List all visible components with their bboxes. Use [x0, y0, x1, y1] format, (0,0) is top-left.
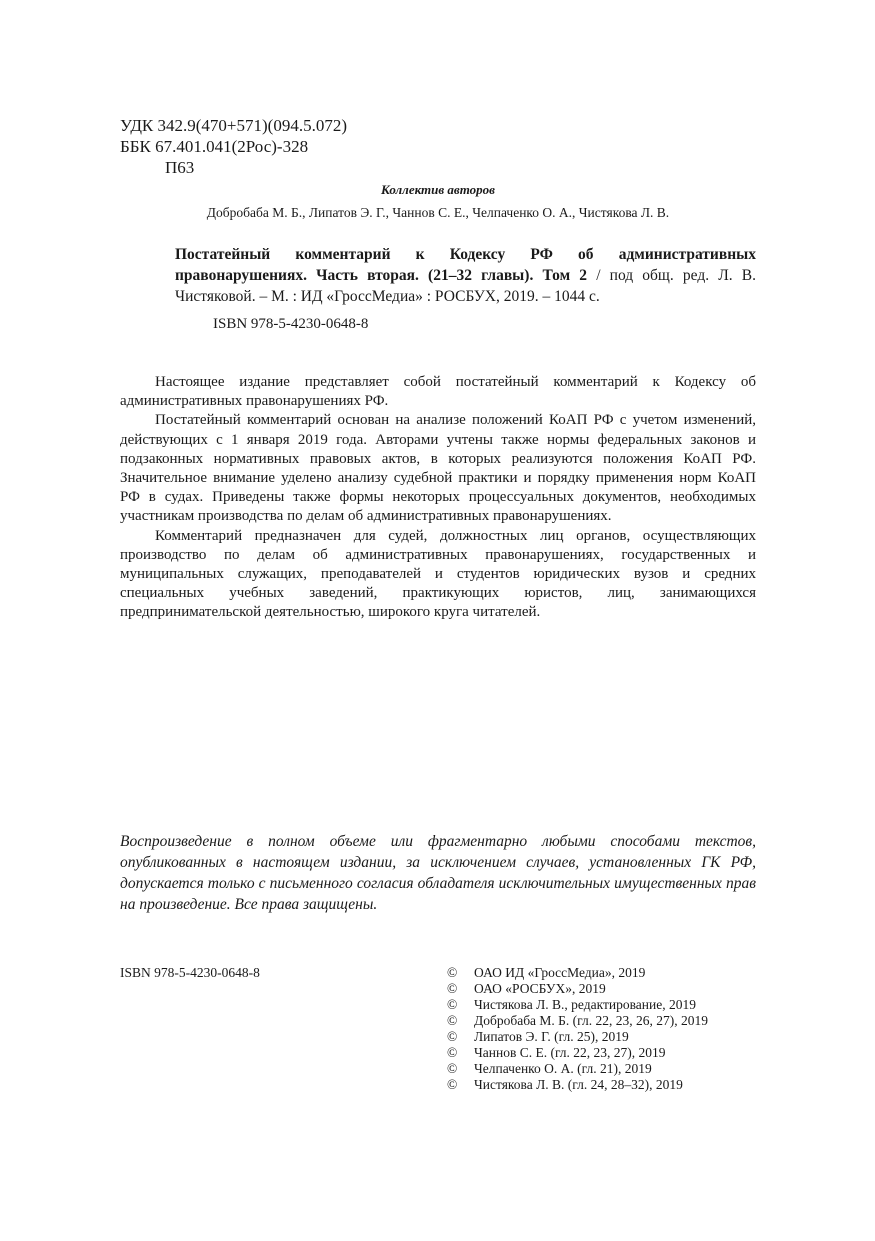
bibliographic-details: / под общ. ред. Л. В. Чистяковой. – М. : ИД «ГроссМедиа» : РОСБУХ, 2019. – 1044 с. [175, 267, 756, 305]
copyright-holder: ОАО ИД «ГроссМедиа», 2019 [474, 965, 646, 980]
copyright-holder: Добробаба М. Б. (гл. 22, 23, 26, 27), 2019 [474, 1013, 709, 1028]
copyright-icon: © [447, 1045, 458, 1060]
annotation [120, 373, 756, 623]
copyright-list [447, 965, 708, 1093]
copyright-icon: © [447, 965, 458, 980]
copyright-item [447, 1013, 708, 1029]
copyright-item [447, 1061, 708, 1077]
authors-list: Добробаба М. Б., Липатов Э. Г., Чаннов С. Е., Челпаченко О. А., Чистякова Л. В. [206, 205, 670, 220]
copyright-icon: © [447, 1061, 458, 1076]
copyright-holder: Чистякова Л. В., редактирование, 2019 [474, 997, 696, 1012]
copyright-item [447, 1029, 708, 1045]
authors-heading: Коллектив авторов [381, 182, 495, 197]
isbn-record: ISBN 978-5-4230-0648-8 [213, 316, 369, 332]
copyright-item [447, 997, 708, 1013]
copyright-icon: © [447, 997, 458, 1012]
copyright-item [447, 1045, 708, 1061]
annotation-paragraph: Настоящее издание представляет собой постатейный комментарий к Кодексу об административных правонарушениях РФ. [120, 374, 756, 410]
book-title: Постатейный комментарий к Кодексу РФ об административных правонарушениях. Часть вторая. (21–32 главы). Том 2 [175, 246, 756, 284]
copyright-holder: ОАО «РОСБУХ», 2019 [474, 981, 606, 996]
annotation-paragraph: Постатейный комментарий основан на анализе положений КоАП РФ с учетом изменений, действующих с 1 января 2019 года. Авторами учтены также нормы федеральных законов и подзаконных нормативных правовых актов, в которых реализуются положения КоАП РФ. Значительное внимание уделено анализу судебной практики и порядку применения норм КоАП РФ в судах. Приведены также формы некоторых процессуальных документов, необходимых участникам производства по делам об административных правонарушениях. [120, 412, 756, 525]
bibliographic-record [175, 244, 756, 307]
bbk-code: ББК 67.401.041(2Рос)-328 [120, 137, 309, 156]
copyright-holder: Липатов Э. Г. (гл. 25), 2019 [474, 1029, 629, 1044]
isbn-footer: ISBN 978-5-4230-0648-8 [120, 965, 260, 980]
copyright-icon: © [447, 1077, 458, 1092]
copyright-icon: © [447, 1029, 458, 1044]
copyright-item [447, 965, 708, 981]
annotation-paragraph: Комментарий предназначен для судей, должностных лиц органов, осуществляющих производство по делам об административных правонарушениях, государственных и муниципальных служащих, преподавателей и студентов юридических вузов и средних специальных учебных заведений, практикующих юристов, лиц, занимающихся предпринимательской деятельностью, широкого круга читателей. [120, 527, 756, 621]
copyright-holder: Челпаченко О. А. (гл. 21), 2019 [474, 1061, 652, 1076]
copyright-item [447, 981, 708, 997]
copyright-icon: © [447, 1013, 458, 1028]
copyright-holder: Чаннов С. Е. (гл. 22, 23, 27), 2019 [474, 1045, 666, 1060]
copyright-item [447, 1077, 708, 1093]
copyright-holder: Чистякова Л. В. (гл. 24, 28–32), 2019 [474, 1077, 683, 1092]
author-mark: П63 [165, 158, 195, 177]
udk-code: УДК 342.9(470+571)(094.5.072) [120, 116, 347, 135]
classification-block [120, 115, 347, 178]
copyright-icon: © [447, 981, 458, 996]
rights-notice: Воспроизведение в полном объеме или фрагментарно любыми способами текстов, опубликованных в настоящем издании, за исключением случаев, установленных ГК РФ, допускается только с письменного согласия обладателя исключительных имущественных прав на произведение. Все права защищены. [120, 833, 756, 913]
